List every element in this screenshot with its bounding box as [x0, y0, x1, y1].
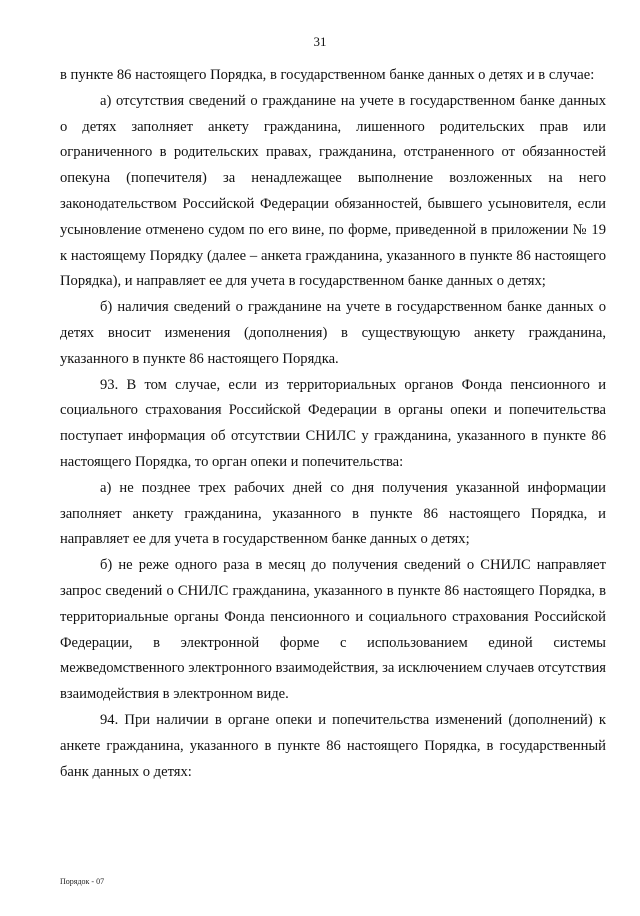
document-body	[60, 63, 606, 785]
paragraph-clause-93: 93. В том случае, если из территориальных органов Фонда пенсионного и социального страхования Российской Федерации в органы опеки и попечительства поступает информация об отсутствии СНИЛС у гражданина, указанного в пункте 86 настоящего Порядка, то орган опеки и попечительства:	[60, 376, 606, 470]
paragraph-clause-94: 94. При наличии в органе опеки и попечительства изменений (дополнений) к анкете гражданина, указанного в пункте 86 настоящего Порядка, в государственный банк данных о детях:	[60, 711, 606, 780]
paragraph-clause-93-a: а) не позднее трех рабочих дней со дня получения указанной информации заполняет анкету гражданина, указанного в пункте 86 настоящего Порядка, и направляет ее для учета в государственном банке данных о детях;	[60, 479, 606, 548]
paragraph-subitem-a: а) отсутствия сведений о гражданине на учете в государственном банке данных о детях заполняет анкету гражданина, лишенного родительских прав или ограниченного в родительских правах, гражданина, отстраненного от обязанностей опекуна (попечителя) за ненадлежащее выполнение возложенных на него законодательством Российской Федерации обязанностей, бывшего усыновителя, если усыновление отменено судом по его вине, по форме, приведенной в приложении № 19 к настоящему Порядку (далее – анкета гражданина, указанного в пункте 86 настоящего Порядка), и направляет ее для учета в государственном банке данных о детях;	[60, 92, 606, 290]
paragraph-subitem-b: б) наличия сведений о гражданине на учете в государственном банке данных о детях вносит изменения (дополнения) в существующую анкету гражданина, указанного в пункте 86 настоящего Порядка.	[60, 299, 606, 367]
paragraph-continuation: в пункте 86 настоящего Порядка, в государственном банке данных о детях и в случае:	[60, 67, 595, 83]
paragraph-clause-93-b: б) не реже одного раза в месяц до получения сведений о СНИЛС направляет запрос сведений о СНИЛС гражданина, указанного в пункте 86 настоящего Порядка, в территориальные органы Фонда пенсионного и социального страхования Российской Федерации, в электронной форме с использованием единой системы межведомственного электронного взаимодействия, за исключением случаев отсутствия взаимодействия в электронном виде.	[60, 557, 606, 703]
footer-code: Порядок - 07	[60, 877, 105, 886]
page-number: 31	[313, 34, 327, 49]
